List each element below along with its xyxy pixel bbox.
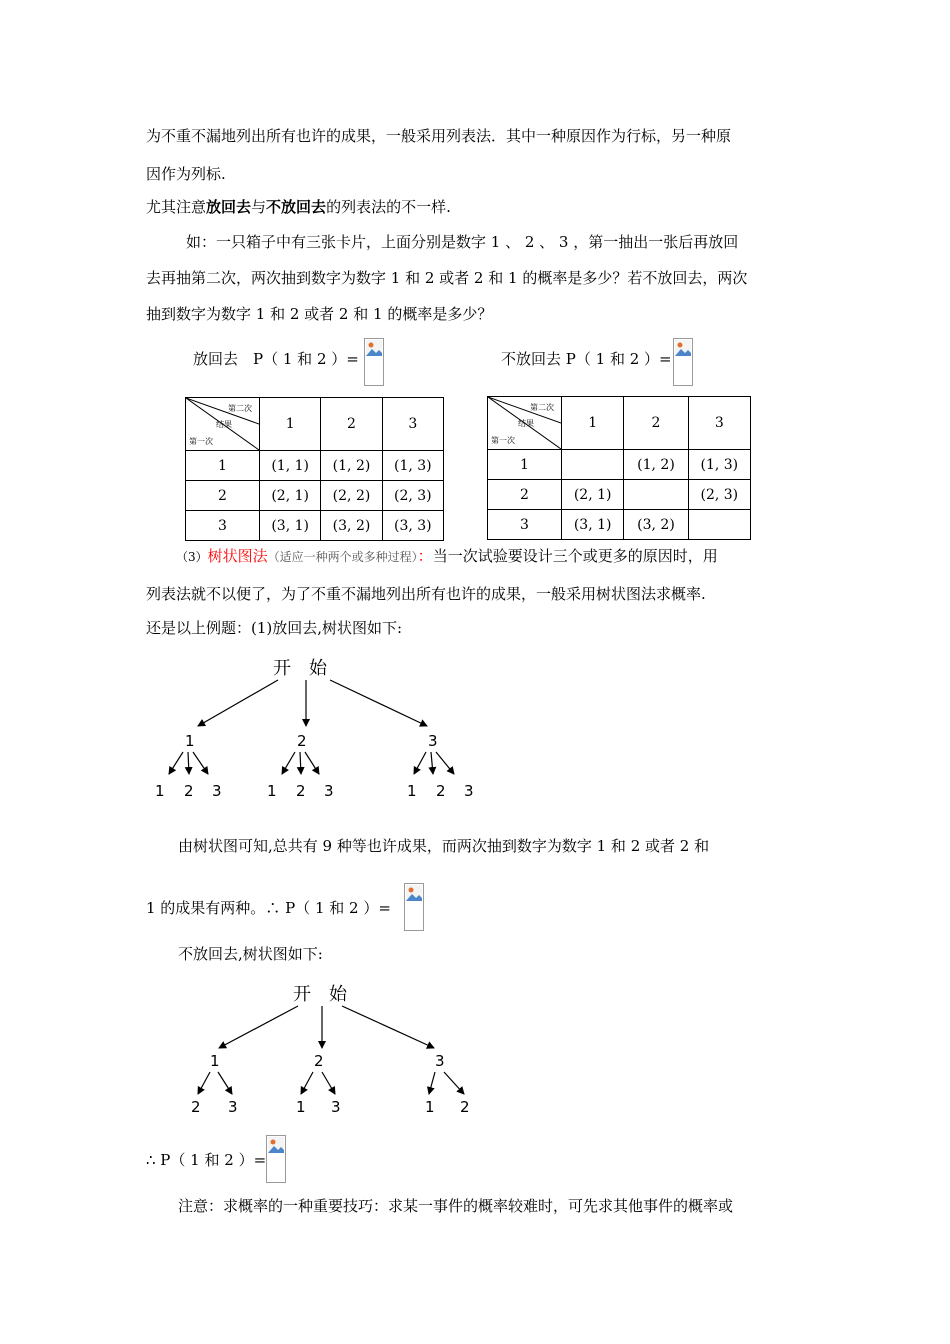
table-corner-header [488, 397, 562, 450]
paragraph-line: 如：一只箱子中有三张卡片，上面分别是数字 1 、 2 、 3 ，第一抽出一张后再放回 [186, 233, 739, 251]
table-row [488, 510, 751, 540]
header-result: 结果 [518, 419, 534, 428]
table-cell: (3, 2) [321, 511, 382, 541]
tree-diagram-replace [140, 650, 500, 810]
tree-root-label: 开 始 [273, 658, 327, 679]
header-second-draw: 第二次 [228, 404, 252, 413]
tree-root-label: 开 始 [293, 984, 347, 1005]
row-header: 3 [488, 510, 562, 540]
table-corner-header [186, 398, 260, 451]
tree-branch [300, 752, 301, 774]
method-colon: ： [417, 547, 433, 565]
tree-leaf: 2 [460, 1098, 470, 1116]
table-cell: (1, 1) [260, 451, 321, 481]
bold-term-noreplace: 不放回去 [266, 198, 327, 216]
bold-term-replace: 放回去 [206, 198, 252, 216]
tree-branch [193, 752, 208, 774]
header-result: 结果 [216, 420, 232, 429]
tree-branch [330, 680, 427, 726]
image-icon [675, 340, 691, 356]
table-cell: (2, 3) [382, 481, 443, 511]
label-replace: 放回去 P（ 1 和 2 ）= [193, 350, 359, 368]
table-row [488, 450, 751, 480]
method-title: 树状图法 [207, 547, 268, 565]
method-note: （适应一种两个或多种过程） [267, 550, 418, 564]
table-cell [688, 510, 750, 540]
image-icon [366, 340, 382, 356]
tree-branch [198, 680, 278, 726]
table-cell: (3, 2) [624, 510, 688, 540]
paragraph-line: 抽到数字为数字 1 和 2 或者 2 和 1 的概率是多少？ [146, 305, 493, 323]
formula-image-placeholder [266, 1135, 286, 1183]
tree-leaf: 3 [331, 1098, 341, 1116]
header-second-draw: 第二次 [530, 403, 554, 412]
tree-leaf: 3 [464, 782, 474, 800]
table-cell: (1, 2) [624, 450, 688, 480]
tree-branch [342, 1006, 434, 1048]
table-cell: (3, 1) [260, 511, 321, 541]
tree-node: 2 [297, 732, 307, 750]
formula-image-placeholder [404, 883, 424, 931]
tree-branch [198, 1072, 210, 1094]
tree-node: 3 [428, 732, 438, 750]
text-span: 当一次试验要设计三个或更多的原因时，用 [432, 547, 718, 565]
tree-branch [444, 1072, 464, 1094]
column-header: 2 [624, 397, 688, 450]
tree-leaf: 1 [407, 782, 417, 800]
tree-branch [218, 1072, 232, 1094]
column-header: 1 [562, 397, 624, 450]
column-header: 2 [321, 398, 382, 451]
table-noreplace [487, 396, 751, 540]
tree-diagram-noreplace [180, 978, 490, 1118]
tree-leaf: 2 [436, 782, 446, 800]
table-cell: (2, 1) [562, 480, 624, 510]
tree-node: 1 [210, 1052, 220, 1070]
tree-branch [305, 752, 319, 774]
tree-leaf: 2 [191, 1098, 201, 1116]
paragraph-line: 去再抽第二次，两次抽到数字为数字 1 和 2 或者 2 和 1 的概率是多少？若不放回去，两次 [146, 269, 748, 287]
tree-branch [188, 752, 189, 774]
image-icon [406, 885, 422, 901]
table-cell: (2, 1) [260, 481, 321, 511]
paragraph-line: 由树状图可知,总共有 9 种等也许成果，而两次抽到数字为数字 1 和 2 或者 2 和 [178, 837, 710, 855]
table-row [488, 480, 751, 510]
tree-branch [429, 1072, 435, 1094]
tree-branch [431, 752, 433, 774]
header-first-draw: 第一次 [189, 437, 213, 446]
table-cell: (2, 3) [688, 480, 750, 510]
table-cell: (1, 3) [688, 450, 750, 480]
section-number: （3） [176, 550, 208, 564]
tree-node: 1 [185, 732, 195, 750]
tree-branch [219, 1006, 298, 1048]
paragraph-line: 列表法就不以便了，为了不重不漏地列出所有也许的成果，一般采用树状图法求概率. [146, 585, 706, 603]
paragraph-line: 不放回去,树状图如下: [178, 945, 323, 963]
table-cell [562, 450, 624, 480]
row-header: 2 [186, 481, 260, 511]
label-noreplace: 不放回去 P（ 1 和 2 ）= [501, 350, 672, 368]
table-row [186, 511, 444, 541]
tree-leaf: 3 [212, 782, 222, 800]
table-cell: (1, 3) [382, 451, 443, 481]
paragraph-line: 还是以上例题：(1)放回去,树状图如下: [146, 619, 403, 637]
tree-node: 2 [314, 1052, 324, 1070]
tree-leaf: 1 [296, 1098, 306, 1116]
tree-leaf: 1 [425, 1098, 435, 1116]
formula-image-placeholder [364, 338, 384, 386]
row-header: 1 [488, 450, 562, 480]
tree-leaf: 2 [296, 782, 306, 800]
tree-branch [436, 752, 454, 774]
row-header: 1 [186, 451, 260, 481]
tree-leaf: 3 [324, 782, 334, 800]
row-header: 3 [186, 511, 260, 541]
column-header: 3 [688, 397, 750, 450]
column-header: 1 [260, 398, 321, 451]
table-row [186, 481, 444, 511]
table-cell: (3, 3) [382, 511, 443, 541]
text-span: 的列表法的不一样. [326, 198, 451, 216]
table-replace [185, 397, 444, 541]
header-first-draw: 第一次 [491, 436, 515, 445]
table-row [186, 451, 444, 481]
image-icon [268, 1137, 284, 1153]
tree-leaf: 2 [184, 782, 194, 800]
tree-branch [169, 752, 183, 774]
formula-image-placeholder [673, 338, 693, 386]
tree-leaf: 1 [155, 782, 165, 800]
text-span: 与 [251, 198, 267, 216]
row-header: 2 [488, 480, 562, 510]
paragraph-line: 1 的成果有两种。∴ P（ 1 和 2 ）= [146, 899, 391, 917]
paragraph-line: 因作为列标. [146, 165, 226, 183]
table-cell: (1, 2) [321, 451, 382, 481]
tree-branch [322, 1072, 335, 1094]
paragraph-line: 为不重不漏地列出所有也许的成果，一般采用列表法．其中一种原因作为行标，另一种原 [146, 127, 732, 145]
paragraph-line: 注意：求概率的一种重要技巧：求某一事件的概率较难时，可先求其他事件的概率或 [178, 1197, 734, 1215]
table-cell: (3, 1) [562, 510, 624, 540]
paragraph-line: ∴ P（ 1 和 2 ）= [146, 1151, 267, 1169]
tree-branch [414, 752, 426, 774]
tree-branch [282, 752, 295, 774]
column-header: 3 [382, 398, 443, 451]
text-span: 尤其注意 [146, 198, 207, 216]
tree-node: 3 [435, 1052, 445, 1070]
tree-method-line [176, 546, 718, 567]
tree-leaf: 3 [228, 1098, 238, 1116]
table-cell: (2, 2) [321, 481, 382, 511]
tree-branch [301, 1072, 313, 1094]
table-cell [624, 480, 688, 510]
tree-leaf: 1 [267, 782, 277, 800]
emphasis-line [146, 197, 451, 217]
